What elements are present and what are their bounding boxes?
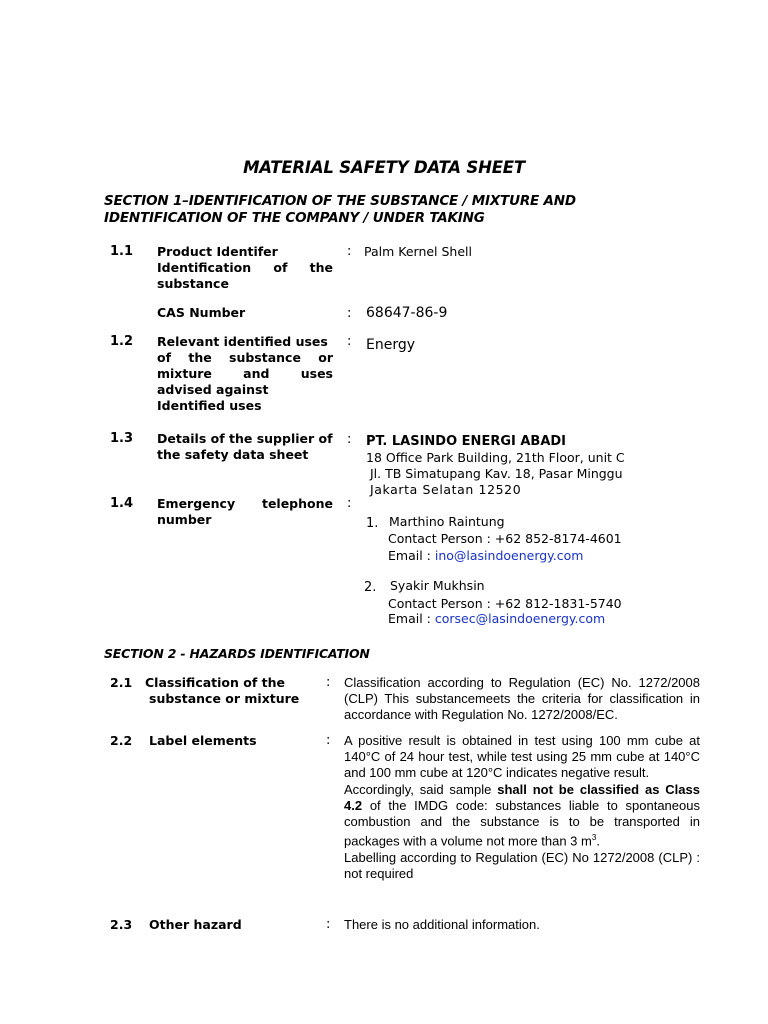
row-1-3-number: 1.3 <box>110 431 134 446</box>
row-2-3-colon: : <box>326 917 331 932</box>
row-1-1-label-line3: substance <box>157 276 229 291</box>
contact-2-email-row <box>388 611 605 627</box>
supplier-address-line1: 18 Office Park Building, 21th Floor, unit C <box>366 450 625 465</box>
row-2-1-label <box>145 675 325 707</box>
supplier-address-line2: Jl. TB Simatupang Kav. 18, Pasar Minggu <box>370 466 623 481</box>
row-2-1-label-line1: Classification of the <box>145 675 285 690</box>
contact-2-email-label: Email : <box>388 611 431 626</box>
section-1-heading-line2: IDENTIFICATION OF THE COMPANY / UNDER TAKING <box>104 210 485 226</box>
label-elements-p2-start: Accordingly, said sample <box>344 781 492 797</box>
contact-1-name: Marthino Raintung <box>389 514 505 529</box>
row-1-4-label-line1: Emergency telephone <box>157 496 333 511</box>
cas-number-label: CAS Number <box>157 305 246 320</box>
row-1-1-label <box>157 244 333 292</box>
row-2-2-label: Label elements <box>149 733 257 748</box>
label-elements-text <box>344 733 700 882</box>
contact-1-email-row <box>388 548 583 564</box>
label-elements-paragraph-2 <box>344 782 700 850</box>
contact-1-email-link[interactable]: ino@lasindoenergy.com <box>434 548 584 563</box>
row-1-2-label-line5: Identified uses <box>157 398 262 413</box>
contact-2-name: Syakir Mukhsin <box>390 578 485 593</box>
supplier-company-name: PT. LASINDO ENERGI ABADI <box>366 434 567 449</box>
row-1-3-label <box>157 431 337 463</box>
row-1-4-label-line2: number <box>157 512 212 527</box>
contact-1-email-label: Email : <box>388 548 431 563</box>
product-name-value: Palm Kernel Shell <box>364 244 472 259</box>
cas-number-value: 68647-86-9 <box>366 305 448 321</box>
row-1-3-colon: : <box>347 432 352 447</box>
row-1-2-label-line3: mixture and uses <box>157 366 333 381</box>
row-2-3-label: Other hazard <box>149 917 242 932</box>
row-1-4-number: 1.4 <box>110 496 134 511</box>
label-elements-p2-bold: shall not be classified as Class 4.2 <box>344 781 700 813</box>
row-2-1-number: 2.1 <box>110 675 133 690</box>
row-2-2-number: 2.2 <box>110 733 133 748</box>
row-1-1-label-line1: Product Identifer <box>157 244 278 259</box>
label-elements-paragraph-1: A positive result is obtained in test using 100 mm cube at 140°C of 24 hour test, while test using 25 mm cube at 140°C and 100 mm cube at 120°C indicates negative result. <box>344 733 700 781</box>
other-hazard-text: There is no additional information. <box>344 917 540 932</box>
identified-use-value: Energy <box>366 337 416 353</box>
contact-1-index: 1. <box>366 516 379 531</box>
row-1-1-colon: : <box>347 244 352 259</box>
label-elements-p2-superscript: 3 <box>591 833 597 843</box>
row-1-1-number: 1.1 <box>110 244 134 259</box>
section-2-heading: SECTION 2 - HAZARDS IDENTIFICATION <box>104 646 370 661</box>
label-elements-p2-middle: of the IMDG code: substances liable to spontaneous combustion and the substance is to be transported in packages with a volume not more than 3 m <box>344 797 700 849</box>
row-2-2-colon: : <box>326 733 331 748</box>
document-title: MATERIAL SAFETY DATA SHEET <box>243 158 525 177</box>
row-1-2-label-line2: of the substance or <box>157 350 333 365</box>
classification-text: Classification according to Regulation (EC) No. 1272/2008 (CLP) This substancemeets the criteria for classification in accordance with Regulation No. 1272/2008/EC. <box>344 675 700 723</box>
section-1-heading <box>104 193 664 227</box>
row-2-1-colon: : <box>326 675 331 690</box>
row-1-2-colon: : <box>347 334 352 349</box>
supplier-address-line3: Jakarta Selatan 12520 <box>370 482 522 497</box>
row-2-3-number: 2.3 <box>110 917 133 932</box>
row-1-1-label-line2: Identification of the <box>157 260 333 275</box>
contact-2-email-link[interactable]: corsec@lasindoenergy.com <box>434 611 606 626</box>
contact-2-phone: Contact Person : +62 812-1831-5740 <box>388 596 622 611</box>
row-1-2-number: 1.2 <box>110 334 134 349</box>
row-1-4-label <box>157 496 333 528</box>
row-1-2-label-line4: advised against <box>157 382 269 397</box>
row-1-3-label-line1: Details of the supplier of <box>157 431 333 446</box>
cas-colon: : <box>347 306 352 321</box>
contact-1-phone: Contact Person : +62 852-8174-4601 <box>388 531 622 546</box>
row-1-2-label <box>157 334 333 414</box>
label-elements-paragraph-3: Labelling according to Regulation (EC) No 1272/2008 (CLP) : not required <box>344 849 700 881</box>
row-1-3-label-line2: the safety data sheet <box>157 447 309 462</box>
row-1-2-label-line1: Relevant identified uses <box>157 334 328 349</box>
label-elements-p2-end: . <box>596 833 600 849</box>
row-1-4-colon: : <box>347 496 352 511</box>
contact-2-index: 2. <box>364 580 377 595</box>
section-1-heading-line1: SECTION 1–IDENTIFICATION OF THE SUBSTANCE / MIXTURE AND <box>104 193 576 209</box>
row-2-1-label-line2: substance or mixture <box>149 691 300 706</box>
